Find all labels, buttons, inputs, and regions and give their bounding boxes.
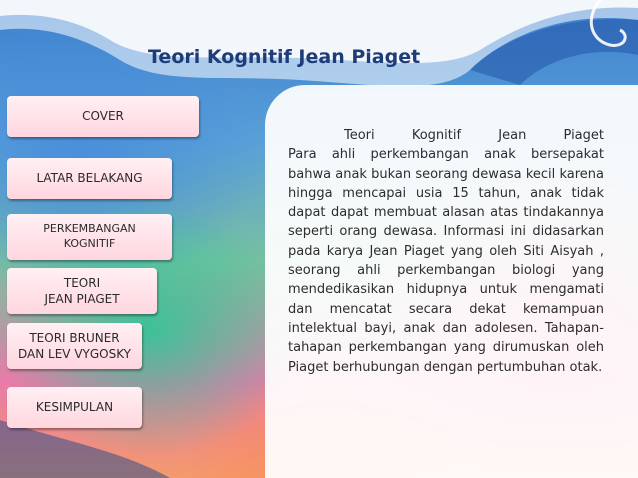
content-text-block bbox=[288, 126, 604, 377]
nav-button-latar-belakang[interactable]: LATAR BELAKANG bbox=[7, 158, 172, 199]
nav-button-teori-bruner-vygosky[interactable]: TEORI BRUNER DAN LEV VYGOSKY bbox=[7, 323, 142, 369]
nav-button-teori-jean-piaget[interactable]: TEORI JEAN PIAGET bbox=[7, 268, 157, 314]
slide-title: Teori Kognitif Jean Piaget bbox=[148, 46, 421, 68]
nav-button-perkembangan-kognitif[interactable]: PERKEMBANGAN KOGNITIF bbox=[7, 214, 172, 260]
content-paragraph: Para ahli perkembangan anak bersepakat bahwa anak bukan seorang dewasa kecil karena hingga mencapai usia 15 tahun, anak tidak dapat dapat membuat alasan atas tindakannya seperti orang dewasa. Informasi ini didasarkan pada karya Jean Piaget yang oleh Siti Aisyah , seorang ahli perkembangan biologi yang mendedikasikan hidupnya untuk mengamati dan mencatat secara dekat kemampuan intelektual bayi, anak dan adolesen. Tahapan-tahapan perkembangan yang dirumuskan oleh Piaget berhubungan dengan pertumbuhan otak. bbox=[288, 147, 604, 375]
nav-button-cover[interactable]: COVER bbox=[7, 96, 199, 137]
nav-button-kesimpulan[interactable]: KESIMPULAN bbox=[7, 387, 142, 428]
content-heading: Teori Kognitif Jean Piaget bbox=[344, 128, 604, 143]
